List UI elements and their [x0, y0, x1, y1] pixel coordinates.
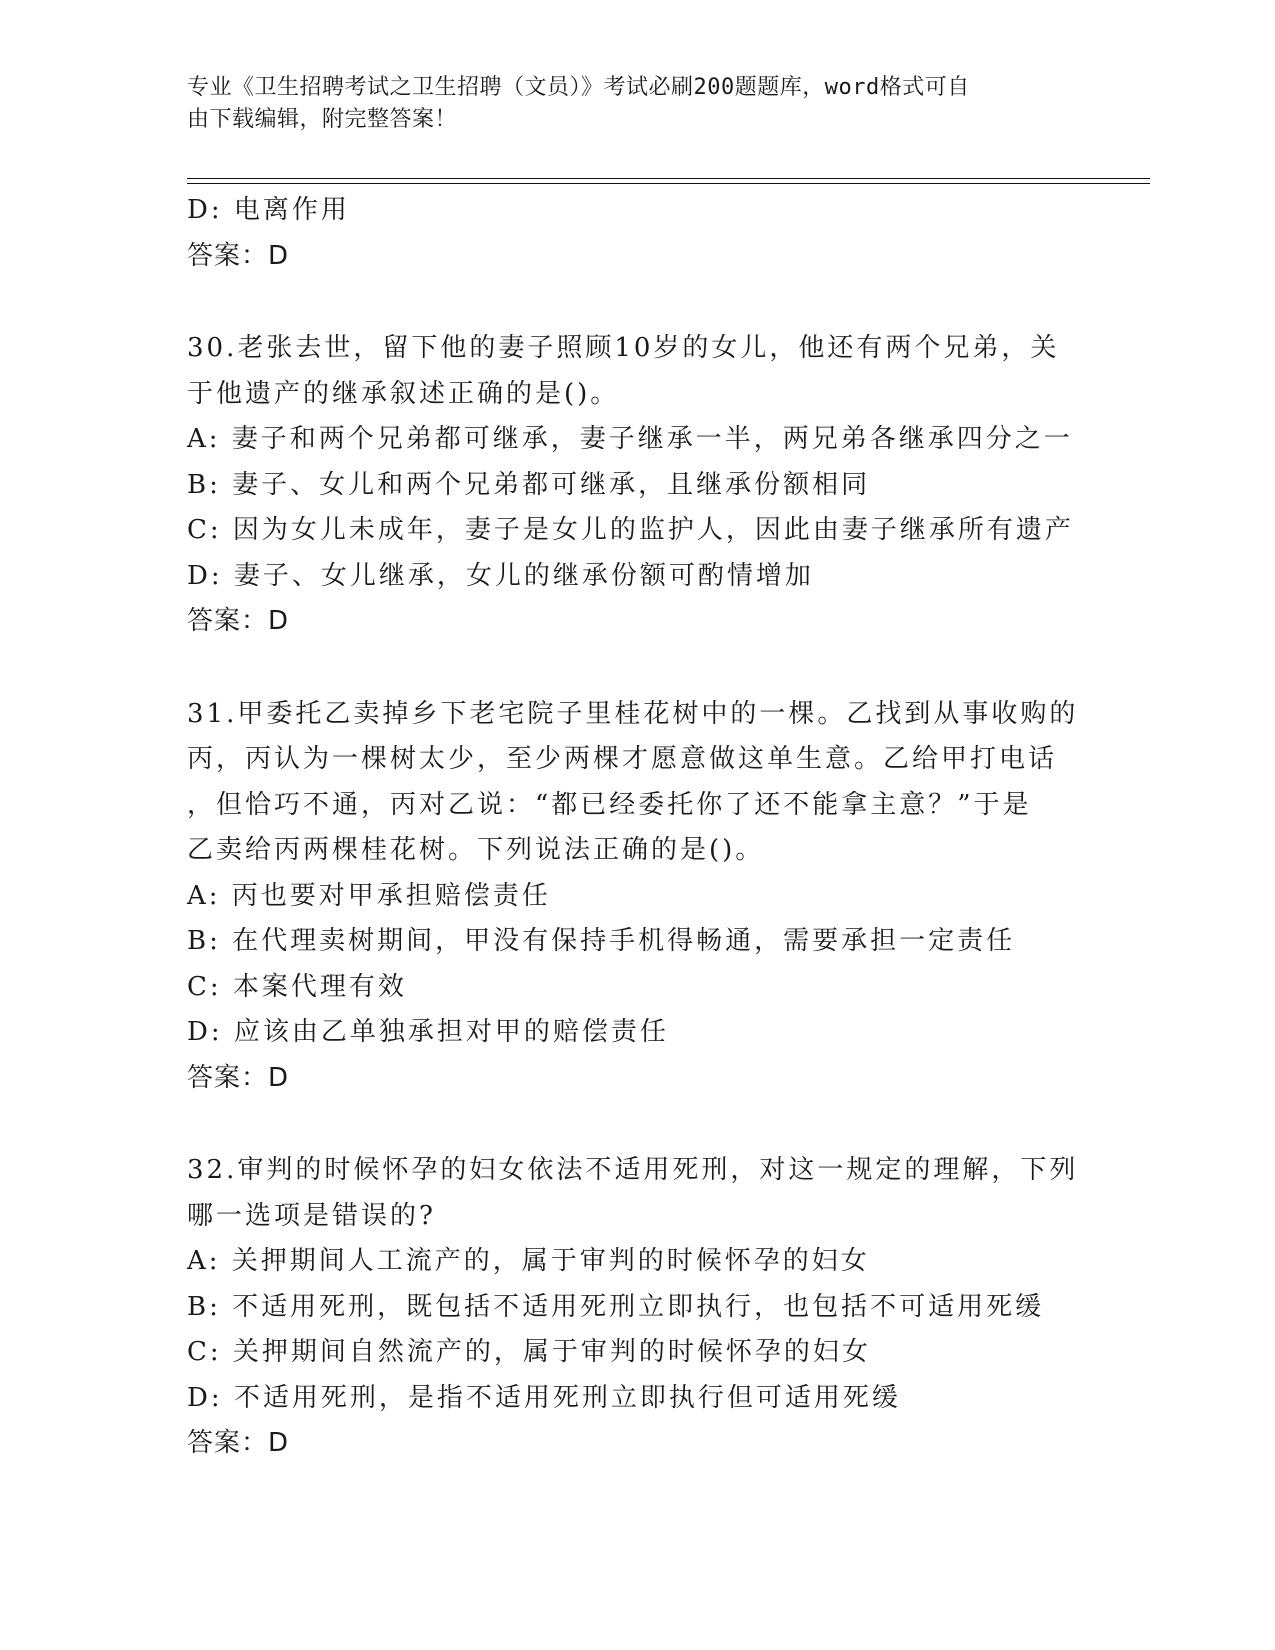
option-c: C: 本案代理有效: [187, 971, 407, 1002]
question-stem-line: 乙卖给丙两棵桂花树。下列说法正确的是()。: [187, 835, 765, 865]
option-d: D: 妻子、女儿继承，女儿的继承份额可酌情增加: [187, 560, 814, 591]
header-line-1: 专业《卫生招聘考试之卫生招聘（文员）》考试必刷200题题库，word格式可自: [187, 75, 970, 100]
option-a: A: 丙也要对甲承担赔偿责任: [187, 880, 551, 911]
question-stem-line: 31.甲委托乙卖掉乡下老宅院子里桂花树中的一棵。乙找到从事收购的: [187, 698, 1079, 729]
header-rule-bottom: [187, 183, 1150, 184]
spacer: [187, 279, 1087, 326]
option-d: D: 不适用死刑，是指不适用死刑立即执行但可适用死缓: [187, 1382, 901, 1413]
option-d: D: 电离作用: [187, 195, 350, 225]
question-32: [187, 1148, 1087, 1467]
option-a: A: 关押期间人工流产的，属于审判的时候怀孕的妇女: [187, 1246, 870, 1276]
option-d: D: 应该由乙单独承担对甲的赔偿责任: [187, 1017, 669, 1047]
question-stem-line: 于他遗产的继承叙述正确的是()。: [187, 378, 620, 409]
question-stem-line: 32.审判的时候怀孕的妇女依法不适用死刑，对这一规定的理解，下列: [187, 1155, 1079, 1185]
answer-line: 答案：D: [187, 1428, 290, 1458]
question-31: [187, 692, 1087, 1102]
question-list: [187, 188, 1087, 1467]
header-line-2: 由下载编辑，附完整答案！: [187, 107, 458, 132]
answer-line: 答案：D: [187, 606, 290, 636]
header-rule-top: [187, 178, 1150, 179]
question-stem-line: 哪一选项是错误的?: [187, 1200, 436, 1231]
option-c: C: 因为女儿未成年，妻子是女儿的监护人，因此由妻子继承所有遗产: [187, 515, 1074, 545]
question-30: [187, 326, 1087, 645]
option-b: B: 妻子、女儿和两个兄弟都可继承，且继承份额相同: [187, 469, 871, 500]
option-a: A: 妻子和两个兄弟都可继承，妻子继承一半，两兄弟各继承四分之一: [187, 424, 1073, 454]
question-stem-line: 30.老张去世，留下他的妻子照顾10岁的女儿，他还有两个兄弟，关: [187, 333, 1060, 363]
answer-line: 答案：D: [187, 1062, 290, 1093]
previous-question-tail: [187, 188, 1087, 279]
spacer: [187, 645, 1087, 692]
question-stem-line: ，但恰巧不通，丙对乙说：“都已经委托你了还不能拿主意？”于是: [187, 789, 1032, 820]
option-b: B: 在代理卖树期间，甲没有保持手机得畅通，需要承担一定责任: [187, 926, 1016, 956]
option-c: C: 关押期间自然流产的，属于审判的时候怀孕的妇女: [187, 1337, 871, 1367]
spacer: [187, 1101, 1087, 1148]
option-b: B: 不适用死刑，既包括不适用死刑立即执行，也包括不可适用死缓: [187, 1291, 1045, 1322]
document-header: [187, 72, 1067, 136]
answer-line: 答案：D: [187, 240, 290, 271]
question-stem-line: 丙，丙认为一棵树太少，至少两棵才愿意做这单生意。乙给甲打电话: [187, 744, 1058, 774]
